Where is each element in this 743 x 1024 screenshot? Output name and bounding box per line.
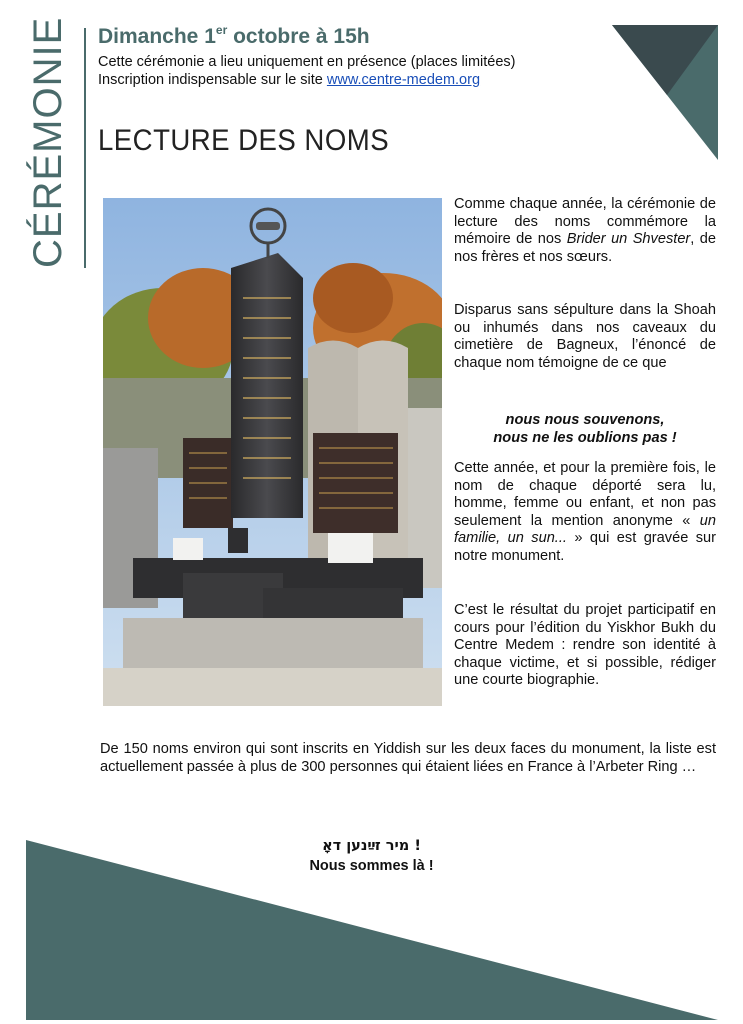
paragraph-4: C’est le résultat du projet participatif en cours pour l’édition du Yiskhor Bukh du Centre Medem : rendre son identité à chaque victime, et si possible, rédiger une courte biographie. xyxy=(454,602,716,688)
event-date xyxy=(98,25,370,49)
p3-text-a: Cette année, et pour la première fois, le nom de chaque déporté sera lu, homme, femme ou enfant, et non pas seulement la mention anonyme « xyxy=(454,460,716,529)
inscription-text: Inscription indispensable sur le site xyxy=(98,72,327,88)
quote-line-2: nous ne les oublions pas ! xyxy=(493,430,677,446)
page-title: LECTURE DES NOMS xyxy=(98,124,390,157)
paragraph-2: Disparus sans sépulture dans la Shoah ou inhumés dans nos caveaux du cimetière de Bagneux, l’énoncé de chaque nom témoigne de ce que xyxy=(454,302,716,371)
p1-italic: Brider un Shvester xyxy=(566,231,691,247)
side-rule xyxy=(84,28,86,268)
date-suffix: octobre à 15h xyxy=(227,25,370,48)
quote-line-1: nous nous souvenons, xyxy=(505,412,665,428)
website-link[interactable]: www.centre-medem.org xyxy=(326,72,481,88)
memorial-photo xyxy=(103,198,442,706)
event-info-line1: Cette cérémonie a lieu uniquement en présence (places limitées) xyxy=(98,54,516,70)
p3-text-b: » qui est gravée sur notre monument. xyxy=(454,530,716,564)
p1-text-a: Comme chaque année, la cérémonie de lecture des noms commémore la mémoire de nos xyxy=(454,196,716,247)
paragraph-1 xyxy=(454,196,716,266)
side-title: CÉRÉMONIE xyxy=(26,16,70,268)
event-info-line2 xyxy=(98,72,480,88)
paragraph-3 xyxy=(454,460,716,565)
date-prefix: Dimanche 1 xyxy=(98,25,216,48)
closing-french: Nous sommes là ! xyxy=(309,858,434,874)
p1-text-b: , de nos frères et nos sœurs. xyxy=(454,231,716,265)
p3-italic: un familie, un sun... xyxy=(454,512,716,546)
bottom-paragraph: De 150 noms environ qui sont inscrits en Yiddish sur les deux faces du monument, la liste est actuellement passée à plus de 300 personnes qui étaient liées en France à l’Arbeter Ring … xyxy=(100,741,716,775)
date-sup: er xyxy=(215,23,228,37)
closing-yiddish: ! מיר זײַנען דאָ xyxy=(322,838,421,854)
